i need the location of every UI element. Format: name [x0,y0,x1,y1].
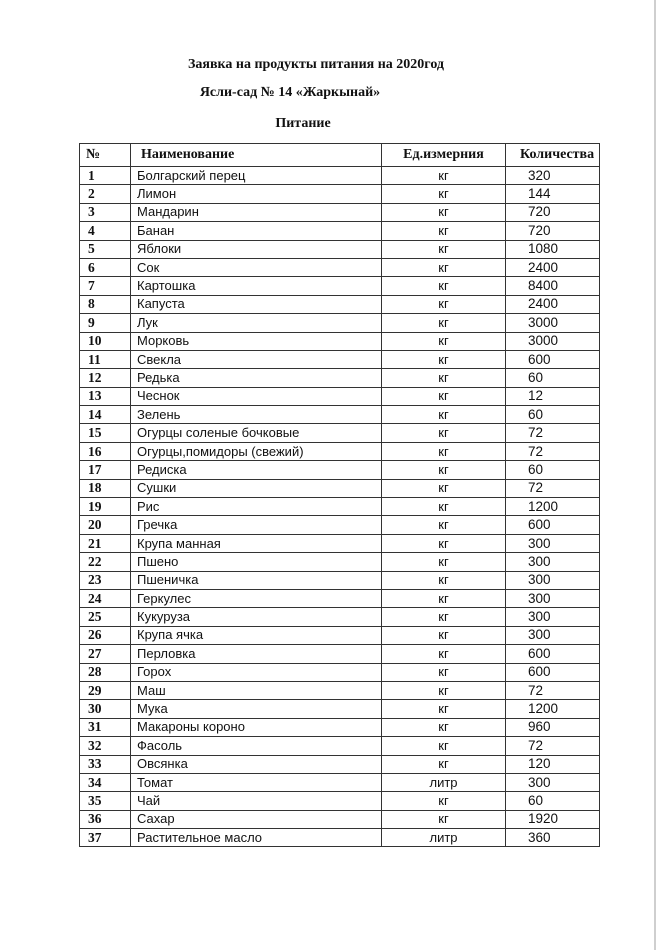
row-number: 16 [80,442,131,460]
row-number: 27 [80,645,131,663]
row-product-name: Редька [131,369,382,387]
row-unit: кг [382,589,506,607]
table-row [80,350,600,368]
row-quantity: 720 [506,203,600,221]
row-product-name: Морковь [131,332,382,350]
row-number: 26 [80,626,131,644]
row-product-name: Картошка [131,277,382,295]
table-row [80,442,600,460]
table-row [80,498,600,516]
row-quantity: 12 [506,387,600,405]
table-row [80,277,600,295]
row-unit: кг [382,810,506,828]
row-unit: кг [382,314,506,332]
row-product-name: Зелень [131,406,382,424]
row-unit: кг [382,479,506,497]
row-product-name: Овсянка [131,755,382,773]
row-number: 1 [80,167,131,185]
row-product-name: Пшено [131,553,382,571]
row-number: 28 [80,663,131,681]
table-row [80,479,600,497]
row-quantity: 60 [506,406,600,424]
row-unit: кг [382,553,506,571]
row-unit: кг [382,534,506,552]
row-quantity: 60 [506,792,600,810]
row-quantity: 120 [506,755,600,773]
row-product-name: Крупа манная [131,534,382,552]
row-number: 23 [80,571,131,589]
row-number: 5 [80,240,131,258]
row-quantity: 2400 [506,295,600,313]
row-number: 11 [80,350,131,368]
row-quantity: 300 [506,589,600,607]
table-row [80,792,600,810]
table-row [80,295,600,313]
row-product-name: Фасоль [131,737,382,755]
table-row [80,516,600,534]
row-quantity: 72 [506,681,600,699]
row-quantity: 300 [506,773,600,791]
row-number: 2 [80,185,131,203]
row-unit: кг [382,737,506,755]
header-name: Наименование [131,144,382,167]
row-product-name: Чай [131,792,382,810]
document-subtitle: Ясли-сад № 14 «Жаркынай» [199,85,381,100]
row-quantity: 144 [506,185,600,203]
row-product-name: Огурцы соленые бочковые [131,424,382,442]
row-product-name: Капуста [131,295,382,313]
row-quantity: 72 [506,442,600,460]
table-row [80,718,600,736]
row-number: 6 [80,258,131,276]
row-unit: кг [382,498,506,516]
row-quantity: 1080 [506,240,600,258]
table-row [80,589,600,607]
row-product-name: Чеснок [131,387,382,405]
row-product-name: Томат [131,773,382,791]
row-unit: литр [382,773,506,791]
row-quantity: 2400 [506,258,600,276]
row-quantity: 72 [506,424,600,442]
row-unit: кг [382,406,506,424]
row-product-name: Маш [131,681,382,699]
table-row [80,369,600,387]
row-quantity: 600 [506,645,600,663]
header-quantity: Количества [506,144,600,167]
row-quantity: 600 [506,663,600,681]
table-row [80,700,600,718]
row-product-name: Сок [131,258,382,276]
row-quantity: 60 [506,461,600,479]
row-quantity: 600 [506,350,600,368]
row-unit: кг [382,350,506,368]
table-row [80,737,600,755]
row-unit: кг [382,681,506,699]
row-product-name: Лимон [131,185,382,203]
row-number: 31 [80,718,131,736]
row-quantity: 320 [506,167,600,185]
row-unit: литр [382,829,506,847]
row-number: 29 [80,681,131,699]
table-row [80,608,600,626]
row-product-name: Рис [131,498,382,516]
row-quantity: 8400 [506,277,600,295]
row-quantity: 300 [506,571,600,589]
row-product-name: Мука [131,700,382,718]
table-row [80,203,600,221]
table-row [80,534,600,552]
row-unit: кг [382,222,506,240]
row-number: 8 [80,295,131,313]
row-number: 34 [80,773,131,791]
row-number: 18 [80,479,131,497]
row-product-name: Яблоки [131,240,382,258]
table-row [80,314,600,332]
row-unit: кг [382,167,506,185]
row-quantity: 3000 [506,314,600,332]
row-number: 7 [80,277,131,295]
row-number: 30 [80,700,131,718]
row-unit: кг [382,608,506,626]
table-row [80,406,600,424]
section-title: Питание [275,116,331,131]
row-number: 15 [80,424,131,442]
row-unit: кг [382,792,506,810]
table-row [80,773,600,791]
row-unit: кг [382,645,506,663]
row-number: 17 [80,461,131,479]
row-product-name: Пшеничка [131,571,382,589]
table-row [80,553,600,571]
row-number: 14 [80,406,131,424]
row-quantity: 72 [506,737,600,755]
row-product-name: Гречка [131,516,382,534]
table-row [80,185,600,203]
row-unit: кг [382,663,506,681]
row-number: 22 [80,553,131,571]
header-number: № [80,144,131,167]
row-quantity: 300 [506,534,600,552]
row-unit: кг [382,258,506,276]
row-number: 21 [80,534,131,552]
row-quantity: 300 [506,608,600,626]
table-row [80,167,600,185]
row-quantity: 1200 [506,498,600,516]
row-quantity: 300 [506,553,600,571]
row-product-name: Редиска [131,461,382,479]
row-unit: кг [382,369,506,387]
products-table [79,143,600,847]
row-product-name: Сахар [131,810,382,828]
row-unit: кг [382,387,506,405]
row-unit: кг [382,516,506,534]
row-product-name: Лук [131,314,382,332]
row-unit: кг [382,571,506,589]
table-row [80,755,600,773]
row-number: 12 [80,369,131,387]
row-unit: кг [382,626,506,644]
row-product-name: Свекла [131,350,382,368]
row-quantity: 1200 [506,700,600,718]
row-quantity: 72 [506,479,600,497]
row-unit: кг [382,700,506,718]
document-title: Заявка на продукты питания на 2020год [188,57,444,72]
row-product-name: Сушки [131,479,382,497]
row-number: 10 [80,332,131,350]
table-row [80,424,600,442]
row-number: 35 [80,792,131,810]
row-number: 20 [80,516,131,534]
row-quantity: 720 [506,222,600,240]
row-product-name: Крупа ячка [131,626,382,644]
row-unit: кг [382,442,506,460]
row-number: 32 [80,737,131,755]
row-product-name: Банан [131,222,382,240]
row-product-name: Болгарский перец [131,167,382,185]
row-quantity: 3000 [506,332,600,350]
table-header-row [80,144,600,167]
table-row [80,332,600,350]
row-number: 3 [80,203,131,221]
row-quantity: 1920 [506,810,600,828]
table-row [80,222,600,240]
table-row [80,571,600,589]
row-quantity: 300 [506,626,600,644]
row-quantity: 600 [506,516,600,534]
row-number: 36 [80,810,131,828]
row-product-name: Перловка [131,645,382,663]
row-number: 33 [80,755,131,773]
row-quantity: 360 [506,829,600,847]
row-unit: кг [382,461,506,479]
row-product-name: Горох [131,663,382,681]
table-row [80,663,600,681]
row-unit: кг [382,277,506,295]
row-unit: кг [382,185,506,203]
table-row [80,681,600,699]
header-unit: Ед.измерния [382,144,506,167]
row-unit: кг [382,203,506,221]
row-number: 25 [80,608,131,626]
row-product-name: Макароны короно [131,718,382,736]
table-row [80,461,600,479]
table-row [80,810,600,828]
table-row [80,240,600,258]
table-row [80,387,600,405]
row-number: 37 [80,829,131,847]
row-unit: кг [382,424,506,442]
row-product-name: Геркулес [131,589,382,607]
row-unit: кг [382,718,506,736]
row-quantity: 60 [506,369,600,387]
table-row [80,645,600,663]
row-number: 19 [80,498,131,516]
table-row [80,829,600,847]
table-row [80,258,600,276]
row-number: 4 [80,222,131,240]
row-product-name: Мандарин [131,203,382,221]
row-product-name: Кукуруза [131,608,382,626]
row-unit: кг [382,332,506,350]
row-quantity: 960 [506,718,600,736]
row-unit: кг [382,755,506,773]
row-number: 24 [80,589,131,607]
row-unit: кг [382,240,506,258]
table-row [80,626,600,644]
row-number: 13 [80,387,131,405]
row-product-name: Растительное масло [131,829,382,847]
row-unit: кг [382,295,506,313]
row-number: 9 [80,314,131,332]
row-product-name: Огурцы,помидоры (свежий) [131,442,382,460]
